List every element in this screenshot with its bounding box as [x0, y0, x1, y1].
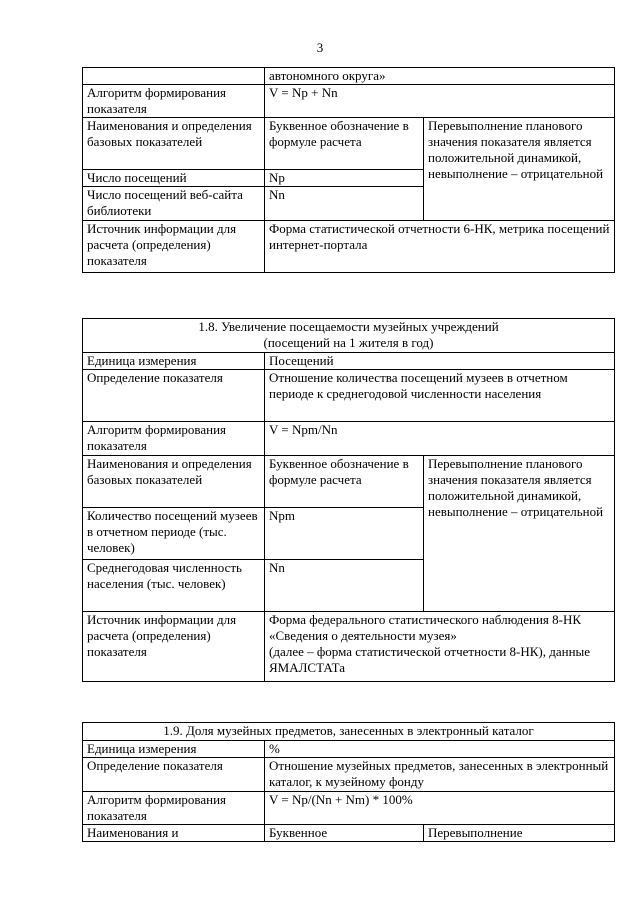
definition-value: Отношение количества посещений музеев в отчетном периоде к среднегодовой численности населения [265, 370, 615, 422]
table-row [83, 792, 615, 825]
source-value: Форма федерального статистического наблюдения 8-НК «Сведения о деятельности музея» (далее – форма статистической отчетности 8-НК), данные ЯМАЛСТАТа [265, 612, 615, 682]
source-label: Источник информации для расчета (определения) показателя [83, 221, 265, 273]
continued-text: автономного округа» [265, 68, 615, 85]
table-row [83, 370, 615, 422]
indicator-table-1-8 [82, 318, 615, 682]
algorithm-label: Алгоритм формирования показателя [83, 792, 265, 825]
dynamics-note: Перевыполнение [424, 825, 615, 842]
algorithm-formula: V = Np + Nn [265, 85, 615, 118]
table-row [83, 221, 615, 273]
algorithm-label: Алгоритм формирования показателя [83, 422, 265, 456]
table-row [83, 825, 615, 842]
table-row [83, 758, 615, 792]
section-title: 1.9. Доля музейных предметов, занесенных в электронный каталог [83, 723, 615, 741]
table-row [83, 612, 615, 682]
visits-label: Число посещений [83, 170, 265, 187]
definition-label: Определение показателя [83, 370, 265, 422]
letter-designation-label: Буквенное обозначение в формуле расчета [265, 118, 424, 170]
source-label: Источник информации для расчета (определения) показателя [83, 612, 265, 682]
letter-designation-label: Буквенное обозначение в формуле расчета [265, 456, 424, 508]
page-number: 3 [316, 40, 324, 55]
table-row [83, 319, 615, 353]
population-symbol: Nn [265, 560, 424, 612]
algorithm-label: Алгоритм формирования показателя [83, 85, 265, 118]
table-row [83, 723, 615, 741]
algorithm-formula: V = Np/(Nn + Nm) * 100% [265, 792, 615, 825]
dynamics-note: Перевыполнение планового значения показателя является положительной динамикой, невыполнение – отрицательной [424, 118, 615, 221]
indicator-table-1-9 [82, 722, 615, 842]
website-visits-label: Число посещений веб-сайта библиотеки [83, 187, 265, 221]
website-visits-symbol: Nn [265, 187, 424, 221]
unit-value: Посещений [265, 353, 615, 370]
definition-label: Определение показателя [83, 758, 265, 792]
letter-designation-label: Буквенное [265, 825, 424, 842]
table-row [83, 68, 615, 85]
table-row [83, 456, 615, 508]
museum-visits-label: Количество посещений музеев в отчетном периоде (тыс. человек) [83, 508, 265, 560]
museum-visits-symbol: Npm [265, 508, 424, 560]
table-row [83, 353, 615, 370]
table-row [83, 741, 615, 758]
indicator-table-continued [82, 67, 615, 273]
visits-symbol: Np [265, 170, 424, 187]
table-row [83, 118, 615, 170]
dynamics-note: Перевыполнение планового значения показателя является положительной динамикой, невыполнение – отрицательной [424, 456, 615, 612]
base-indicators-label: Наименования и определения базовых показателей [83, 456, 265, 508]
table-row [83, 85, 615, 118]
definition-value: Отношение музейных предметов, занесенных в электронный каталог, к музейному фонду [265, 758, 615, 792]
source-value: Форма статистической отчетности 6-НК, метрика посещений интернет-портала [265, 221, 615, 273]
base-indicators-label: Наименования и определения базовых показателей [83, 118, 265, 170]
unit-value: % [265, 741, 615, 758]
base-indicators-label: Наименования и [83, 825, 265, 842]
population-label: Среднегодовая численность населения (тыс. человек) [83, 560, 265, 612]
unit-label: Единица измерения [83, 353, 265, 370]
table-row [83, 422, 615, 456]
algorithm-formula: V = Npm/Nn [265, 422, 615, 456]
section-title: 1.8. Увеличение посещаемости музейных учреждений (посещений на 1 жителя в год) [83, 319, 615, 353]
unit-label: Единица измерения [83, 741, 265, 758]
